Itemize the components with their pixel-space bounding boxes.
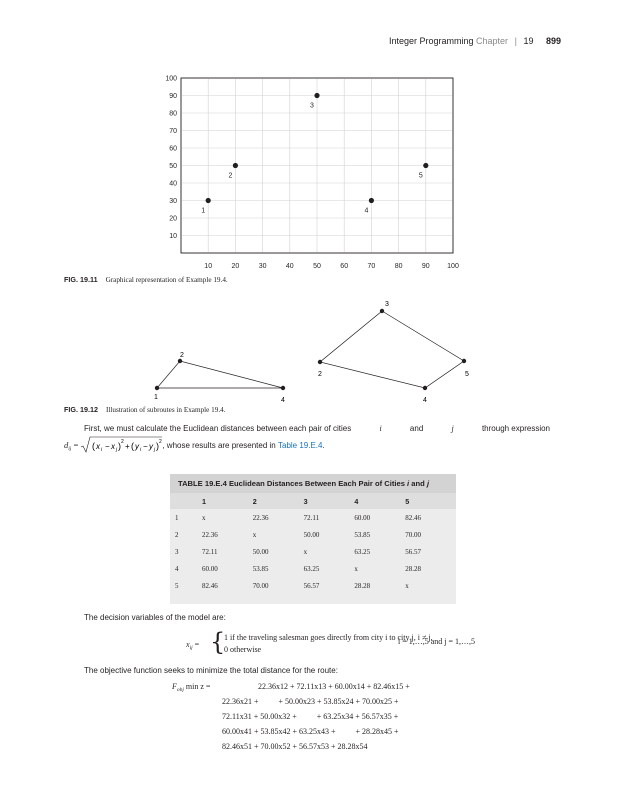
- table-row: [170, 543, 456, 560]
- x-tick-label: 30: [258, 263, 267, 270]
- y-tick-label: 50: [169, 163, 177, 170]
- brace: {: [210, 628, 226, 656]
- node-label-2: 2: [180, 352, 184, 359]
- table-cell: 70.00: [252, 581, 269, 590]
- x-tick-label: 40: [285, 263, 294, 270]
- svg-text:i: i: [101, 447, 103, 453]
- table-cell: 82.46: [202, 581, 218, 590]
- svg-text:−: −: [105, 442, 111, 451]
- table-cell: 53.85: [252, 564, 269, 573]
- svg-text:x: x: [96, 442, 101, 451]
- table-cell: 63.25: [354, 547, 371, 556]
- node-4b: [423, 386, 427, 390]
- running-head-title: Integer Programming: [388, 36, 474, 46]
- table-cell: 63.25: [303, 564, 320, 573]
- table-cell: x: [303, 547, 308, 556]
- subroute-b-edges: [320, 311, 464, 388]
- y-tick-label: 30: [169, 198, 177, 205]
- var-j: j: [451, 424, 454, 433]
- subroute-a: [157, 361, 283, 388]
- node-4: [281, 386, 285, 390]
- table-title-and: and: [411, 479, 425, 488]
- figure-caption-text: Graphical representation of Example 19.4.: [105, 276, 228, 284]
- table-header-row: [170, 493, 456, 509]
- table-cell: 22.36: [202, 530, 218, 539]
- x-tick-label: 60: [340, 263, 349, 270]
- paragraph-3: The objective function seeks to minimize the total distance for the route:: [84, 666, 338, 675]
- figure-caption-text: Illustration of subroutes in Example 19.4.: [105, 406, 226, 414]
- table-row-header: 2: [175, 530, 179, 539]
- figure-label: FIG. 19.11: [64, 275, 98, 284]
- distance-formula: $d_{ij}$ = ( x i − x j ) 2 + ( y i − y j ) 2: [64, 436, 162, 455]
- x-tick-label: 20: [231, 263, 240, 270]
- objective-line-4: 60.00x41 + 53.85x42 + 63.25x43 + + 28.28x45 +: [222, 727, 399, 736]
- x-tick-label: 10: [204, 263, 213, 270]
- table-cell: 56.57: [303, 581, 320, 590]
- table-cell: 53.85: [354, 530, 371, 539]
- decision-lhs: $x_{ij}$ =: [186, 640, 200, 651]
- table-header-cell: [170, 493, 202, 509]
- table-bottom-padding: [170, 594, 456, 604]
- table-title-j: j: [426, 479, 430, 488]
- node-1: [155, 386, 159, 390]
- table-row-header: 1: [175, 513, 179, 522]
- svg-text:2: 2: [121, 439, 125, 445]
- table-row: [170, 509, 456, 526]
- table-cell: 60.00: [354, 513, 371, 522]
- svg-text:j: j: [116, 447, 118, 453]
- objective-lhs-text: min z =: [185, 682, 211, 691]
- table-row-header: 4: [175, 564, 179, 573]
- running-head-chapter: Chapter: [476, 36, 509, 46]
- svg-text:+: +: [125, 442, 131, 451]
- node-label-3: 3: [385, 301, 389, 308]
- figure-19-12-caption: [64, 405, 226, 414]
- table-title-i: i: [407, 479, 410, 488]
- node-2: [178, 359, 182, 363]
- svg-text:−: −: [143, 442, 149, 451]
- table-header-cell: 1: [202, 493, 253, 509]
- period: .: [322, 440, 325, 450]
- table-row-header: 5: [175, 581, 179, 590]
- table-row: [170, 560, 456, 577]
- svg-text:i: i: [140, 447, 142, 453]
- data-point-label: 4: [364, 207, 369, 215]
- paragraph-text: through expression: [481, 424, 550, 433]
- svg-text:y: y: [135, 442, 140, 451]
- table-cell: 56.57: [405, 547, 421, 556]
- y-tick-label: 90: [169, 93, 177, 100]
- data-point: [369, 198, 374, 203]
- x-tick-label: 100: [447, 263, 459, 270]
- table-header-cell: 4: [354, 493, 405, 509]
- node-label-2b: 2: [318, 371, 322, 378]
- table-19-e-4: [170, 474, 456, 604]
- y-tick-label: 10: [169, 233, 177, 240]
- data-point: [233, 163, 238, 168]
- objective-line-2: 22.36x21 + + 50.00x23 + 53.85x24 + 70.00x25 +: [222, 697, 399, 706]
- table-cell: 50.00: [252, 547, 269, 556]
- formula-d: d: [64, 440, 69, 450]
- objective-line-3: 72.11x31 + 50.00x32 + + 63.25x34 + 56.57x35 +: [222, 712, 399, 721]
- paragraph-text: and: [409, 424, 424, 433]
- figure-19-11-chart: [0, 0, 625, 285]
- svg-text:x: x: [111, 442, 116, 451]
- figure-19-11-caption: [64, 275, 228, 284]
- paragraph-1-line-2: [64, 436, 325, 455]
- paragraph-1-line-1: [84, 423, 550, 435]
- node-label-5: 5: [465, 371, 469, 378]
- data-point-label: 3: [310, 102, 314, 110]
- figure-label: FIG. 19.12: [64, 405, 98, 414]
- table-cell: 50.00: [303, 530, 320, 539]
- table-cell: 28.28: [354, 581, 371, 590]
- node-label-1: 1: [154, 394, 158, 401]
- svg-text:y: y: [149, 442, 154, 451]
- y-tick-label: 20: [169, 215, 177, 223]
- table-cell: 28.28: [405, 564, 421, 573]
- data-point: [206, 198, 211, 203]
- table-ref-link[interactable]: Table 19.E.4: [278, 440, 323, 450]
- decision-domain: i = 1,…,5 and j = 1,…,5: [398, 637, 476, 646]
- page-number: 899: [545, 36, 561, 46]
- figure-19-12-diagram: [0, 290, 625, 405]
- table-cell: 22.36: [252, 513, 269, 522]
- node-3: [380, 309, 384, 313]
- svg-text:(: (: [92, 441, 96, 451]
- decision-case-1: 1 if the traveling salesman goes directly from city i to city j, i ≠ j,: [224, 633, 433, 642]
- paragraph-text: , whose results are presented in: [162, 440, 276, 450]
- node-2b: [318, 360, 322, 364]
- table-title-text: Euclidean Distances Between Each Pair of Cities: [228, 479, 405, 488]
- table-row-header: 3: [175, 547, 179, 556]
- data-point: [423, 163, 428, 168]
- x-tick-label: 50: [313, 263, 321, 270]
- table-header-cell: 3: [304, 493, 355, 509]
- data-point: [314, 93, 319, 98]
- distance-table: [170, 493, 456, 594]
- subroute-b: [320, 311, 464, 388]
- y-tick-label: 70: [169, 128, 177, 135]
- table-cell: 72.11: [303, 513, 320, 522]
- table-cell: 72.11: [202, 547, 218, 556]
- table-title: [170, 474, 456, 493]
- svg-text:(: (: [131, 441, 135, 451]
- table-cell: x: [354, 564, 358, 573]
- node-label-4b: 4: [423, 397, 427, 404]
- table-cell: 60.00: [202, 564, 218, 573]
- svg-text:): ): [118, 441, 122, 451]
- data-point-label: 2: [228, 172, 233, 180]
- table-row: [170, 526, 456, 543]
- table-cell: x: [202, 513, 206, 522]
- x-tick-label: 90: [421, 263, 430, 270]
- running-head-separator: |: [514, 36, 517, 46]
- sqrt-expression: [80, 436, 162, 454]
- data-point-label: 5: [418, 172, 423, 180]
- table-cell: 82.46: [405, 513, 421, 522]
- paragraph-2: The decision variables of the model are:: [84, 613, 226, 622]
- table-cell: 70.00: [405, 530, 421, 539]
- running-head-chapter-number: 19: [523, 36, 534, 46]
- paragraph-text: First, we must calculate the Euclidean distances between each pair of cities: [84, 424, 352, 433]
- y-tick-label: 40: [169, 180, 177, 188]
- y-tick-label: 100: [165, 75, 177, 83]
- objective-line-5: 82.46x51 + 70.00x52 + 56.57x53 + 28.28x54: [222, 742, 368, 751]
- y-tick-label: 60: [169, 145, 177, 153]
- table-header-cell: 5: [405, 493, 456, 509]
- var-i: i: [379, 424, 382, 433]
- node-5: [462, 359, 466, 363]
- subroute-a-edges: [157, 361, 283, 388]
- table-label: TABLE 19.E.4: [178, 479, 227, 488]
- data-point-label: 1: [201, 207, 206, 215]
- objective-line-1: 22.36x12 + 72.11x13 + 60.00x14 + 82.46x15 +: [258, 682, 410, 691]
- x-tick-label: 70: [367, 263, 376, 270]
- table-cell: x: [405, 581, 409, 590]
- svg-text:j: j: [154, 447, 156, 453]
- x-tick-label: 80: [394, 263, 403, 270]
- objective-lhs: $F_{obj}$ min z =: [172, 682, 211, 693]
- svg-text:): ): [156, 441, 160, 451]
- y-tick-label: 80: [169, 110, 177, 118]
- decision-case-2: 0 otherwise: [224, 645, 262, 654]
- table-row: [170, 577, 456, 594]
- svg-text:2: 2: [159, 439, 163, 445]
- node-label-4: 4: [281, 397, 285, 404]
- table-header-cell: 2: [253, 493, 304, 509]
- table-cell: x: [252, 530, 257, 539]
- chart-grid: [181, 78, 453, 253]
